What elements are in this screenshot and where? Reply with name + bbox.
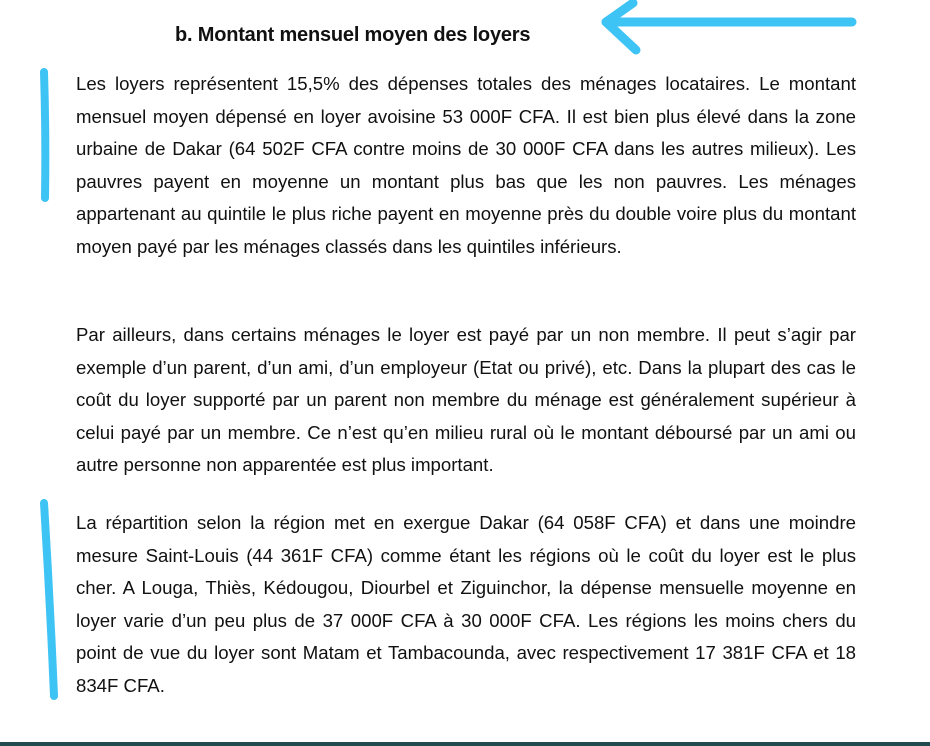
- section-heading: b. Montant mensuel moyen des loyers: [175, 24, 531, 46]
- highlight-bar-icon: [44, 503, 54, 696]
- highlight-bar-icon: [44, 72, 45, 198]
- bottom-divider: [0, 742, 930, 746]
- paragraph: La répartition selon la région met en exergue Dakar (64 058F CFA) et dans une moindre mesure Saint-Louis (44 361F CFA) comme étant les régions où le coût du loyer est le plus cher. A Louga, Thiès, Kédougou, Diourbel et Ziguinchor, la dépense mensuelle moyenne en loyer varie d’un peu plus de 37 000F CFA à 30 000F CFA. Les régions les moins chers du point de vue du loyer sont Matam et Tambacounda, avec respectivement 17 381F CFA et 18 834F CFA.: [76, 512, 856, 696]
- left-arrow-icon: [606, 3, 852, 50]
- paragraph: Par ailleurs, dans certains ménages le loyer est payé par un non membre. Il peut s’agir par exemple d’un parent, d’un ami, d’un employeur (Etat ou privé), etc. Dans la plupart des cas le coût du loyer supporté par un parent non membre du ménage est généralement supérieur à celui payé par un membre. Ce n’est qu’en milieu rural où le montant déboursé par un ami ou autre personne non apparentée est plus important.: [76, 324, 856, 475]
- paragraph: Les loyers représentent 15,5% des dépenses totales des ménages locataires. Le montant mensuel moyen dépensé en loyer avoisine 53 000F CFA. Il est bien plus élevé dans la zone urbaine de Dakar (64 502F CFA contre moins de 30 000F CFA dans les autres milieux). Les pauvres payent en moyenne un montant plus bas que les non pauvres. Les ménages appartenant au quintile le plus riche payent en moyenne près du double voire plus du montant moyen payé par les ménages classés dans les quintiles inférieurs.: [76, 73, 856, 257]
